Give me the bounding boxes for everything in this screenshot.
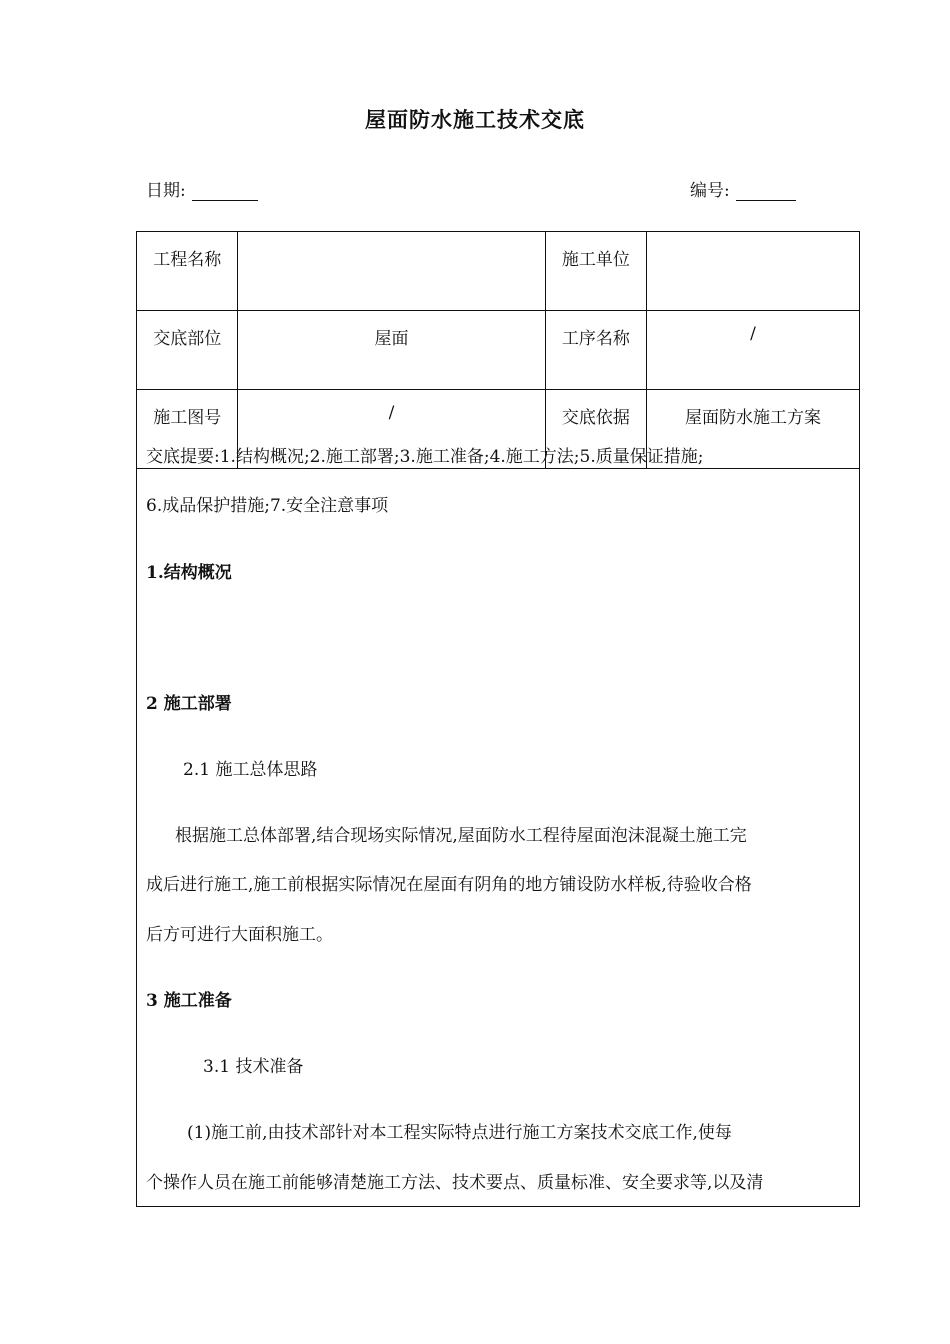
label-location: 交底部位 bbox=[137, 311, 238, 390]
content-box bbox=[136, 428, 860, 1207]
summary-line-2: 6.成品保护措施;7.安全注意事项 bbox=[146, 496, 389, 516]
label-drawing-number: 施工图号 bbox=[137, 390, 238, 469]
date-blank-line bbox=[192, 180, 258, 201]
value-drawing-number: / bbox=[238, 390, 545, 469]
document-title: 屋面防水施工技术交底 bbox=[365, 107, 585, 132]
label-basis: 交底依据 bbox=[545, 390, 646, 469]
label-construction-unit: 施工单位 bbox=[545, 232, 646, 311]
subheading-overall-approach: 2.1 施工总体思路 bbox=[183, 760, 318, 780]
date-label: 日期: bbox=[146, 181, 186, 201]
summary-line-1: 交底提要:1.结构概况;2.施工部署;3.施工准备;4.施工方法;5.质量保证措施; bbox=[146, 447, 704, 467]
paragraph-line: (1)施工前,由技术部针对本工程实际特点进行施工方案技术交底工作,使每 bbox=[187, 1123, 732, 1143]
paragraph-line: 个操作人员在施工前能够清楚施工方法、技术要点、质量标准、安全要求等,以及清 bbox=[146, 1173, 764, 1193]
table-row bbox=[137, 311, 860, 390]
date-field bbox=[146, 176, 258, 201]
heading-construction-deployment: 2 施工部署 bbox=[146, 694, 232, 714]
label-project-name: 工程名称 bbox=[137, 232, 238, 311]
paragraph-line: 根据施工总体部署,结合现场实际情况,屋面防水工程待屋面泡沫混凝土施工完 bbox=[175, 826, 747, 846]
heading-construction-preparation: 3 施工准备 bbox=[146, 991, 232, 1011]
value-construction-unit bbox=[647, 232, 860, 311]
paragraph-line: 后方可进行大面积施工。 bbox=[146, 925, 333, 945]
label-process-name: 工序名称 bbox=[545, 311, 646, 390]
value-process-name: / bbox=[647, 311, 860, 390]
value-location: 屋面 bbox=[238, 311, 545, 390]
paragraph-line: 成后进行施工,施工前根据实际情况在屋面有阴角的地方铺设防水样板,待验收合格 bbox=[146, 875, 752, 895]
subheading-technical-preparation: 3.1 技术准备 bbox=[203, 1057, 304, 1077]
heading-structure-overview: 1.结构概况 bbox=[146, 563, 232, 583]
number-blank-line bbox=[736, 180, 796, 201]
value-project-name bbox=[238, 232, 545, 311]
value-basis: 屋面防水施工方案 bbox=[647, 390, 860, 469]
number-field bbox=[690, 176, 796, 201]
table-row bbox=[137, 232, 860, 311]
number-label: 编号: bbox=[690, 181, 730, 201]
